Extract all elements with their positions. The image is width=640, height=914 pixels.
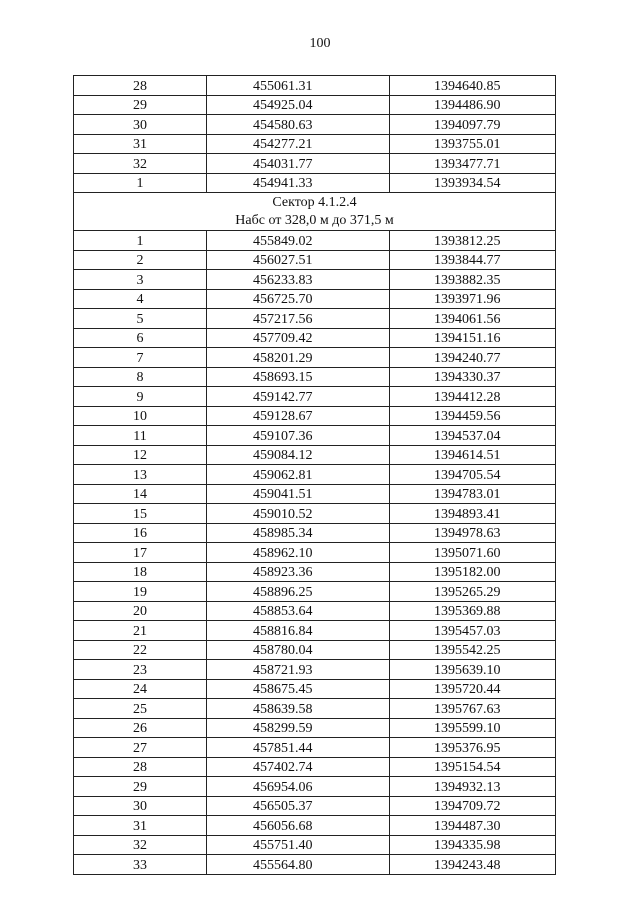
y-coordinate-cell: 454580.63 <box>207 115 390 135</box>
y-coordinate-cell: 458639.58 <box>207 699 390 719</box>
coordinates-table <box>73 75 556 875</box>
x-coordinate-cell: 1394783.01 <box>390 484 556 504</box>
y-coordinate-cell: 458780.04 <box>207 640 390 660</box>
x-coordinate-cell: 1395376.95 <box>390 738 556 758</box>
x-coordinate-cell: 1395369.88 <box>390 601 556 621</box>
y-coordinate-cell: 458962.10 <box>207 543 390 563</box>
table-row <box>74 173 556 193</box>
point-number-cell: 17 <box>74 543 207 563</box>
point-number-cell: 24 <box>74 679 207 699</box>
x-coordinate-cell: 1395720.44 <box>390 679 556 699</box>
table-row <box>74 154 556 174</box>
table-row <box>74 738 556 758</box>
y-coordinate-cell: 454031.77 <box>207 154 390 174</box>
y-coordinate-cell: 458299.59 <box>207 718 390 738</box>
y-coordinate-cell: 458201.29 <box>207 348 390 368</box>
table-row <box>74 231 556 251</box>
x-coordinate-cell: 1395265.29 <box>390 582 556 602</box>
y-coordinate-cell: 459142.77 <box>207 387 390 407</box>
point-number-cell: 31 <box>74 134 207 154</box>
x-coordinate-cell: 1394705.54 <box>390 465 556 485</box>
table-row <box>74 621 556 641</box>
table-row <box>74 504 556 524</box>
y-coordinate-cell: 456056.68 <box>207 816 390 836</box>
table-row <box>74 250 556 270</box>
table-row <box>74 816 556 836</box>
point-number-cell: 1 <box>74 173 207 193</box>
point-number-cell: 20 <box>74 601 207 621</box>
y-coordinate-cell: 456027.51 <box>207 250 390 270</box>
table-row <box>74 582 556 602</box>
x-coordinate-cell: 1394061.56 <box>390 309 556 329</box>
y-coordinate-cell: 459107.36 <box>207 426 390 446</box>
x-coordinate-cell: 1394151.16 <box>390 328 556 348</box>
y-coordinate-cell: 459010.52 <box>207 504 390 524</box>
x-coordinate-cell: 1394486.90 <box>390 95 556 115</box>
table-row <box>74 426 556 446</box>
x-coordinate-cell: 1395599.10 <box>390 718 556 738</box>
point-number-cell: 12 <box>74 445 207 465</box>
y-coordinate-cell: 457217.56 <box>207 309 390 329</box>
y-coordinate-cell: 459062.81 <box>207 465 390 485</box>
x-coordinate-cell: 1394240.77 <box>390 348 556 368</box>
section-title: Сектор 4.1.2.4 <box>272 194 357 210</box>
point-number-cell: 32 <box>74 154 207 174</box>
table-row <box>74 76 556 96</box>
y-coordinate-cell: 454925.04 <box>207 95 390 115</box>
x-coordinate-cell: 1394537.04 <box>390 426 556 446</box>
table-row <box>74 601 556 621</box>
y-coordinate-cell: 459084.12 <box>207 445 390 465</box>
point-number-cell: 26 <box>74 718 207 738</box>
y-coordinate-cell: 458853.64 <box>207 601 390 621</box>
point-number-cell: 13 <box>74 465 207 485</box>
point-number-cell: 30 <box>74 796 207 816</box>
y-coordinate-cell: 458693.15 <box>207 367 390 387</box>
y-coordinate-cell: 454941.33 <box>207 173 390 193</box>
y-coordinate-cell: 457709.42 <box>207 328 390 348</box>
table-row <box>74 348 556 368</box>
x-coordinate-cell: 1394487.30 <box>390 816 556 836</box>
y-coordinate-cell: 455751.40 <box>207 835 390 855</box>
table-row <box>74 796 556 816</box>
table-row <box>74 855 556 875</box>
point-number-cell: 4 <box>74 289 207 309</box>
point-number-cell: 28 <box>74 76 207 96</box>
point-number-cell: 19 <box>74 582 207 602</box>
point-number-cell: 1 <box>74 231 207 251</box>
x-coordinate-cell: 1393812.25 <box>390 231 556 251</box>
table-row <box>74 679 556 699</box>
point-number-cell: 5 <box>74 309 207 329</box>
y-coordinate-cell: 455564.80 <box>207 855 390 875</box>
section-cell <box>74 193 556 231</box>
x-coordinate-cell: 1394330.37 <box>390 367 556 387</box>
point-number-cell: 3 <box>74 270 207 290</box>
x-coordinate-cell: 1393882.35 <box>390 270 556 290</box>
x-coordinate-cell: 1394459.56 <box>390 406 556 426</box>
y-coordinate-cell: 454277.21 <box>207 134 390 154</box>
y-coordinate-cell: 457402.74 <box>207 757 390 777</box>
x-coordinate-cell: 1395154.54 <box>390 757 556 777</box>
table-row <box>74 718 556 738</box>
x-coordinate-cell: 1395457.03 <box>390 621 556 641</box>
y-coordinate-cell: 456725.70 <box>207 289 390 309</box>
x-coordinate-cell: 1393477.71 <box>390 154 556 174</box>
table-row <box>74 543 556 563</box>
y-coordinate-cell: 455849.02 <box>207 231 390 251</box>
x-coordinate-cell: 1394614.51 <box>390 445 556 465</box>
section-header <box>74 193 556 231</box>
table-row <box>74 465 556 485</box>
point-number-cell: 25 <box>74 699 207 719</box>
section-row <box>74 193 556 231</box>
point-number-cell: 8 <box>74 367 207 387</box>
table-row <box>74 328 556 348</box>
table-row <box>74 562 556 582</box>
point-number-cell: 21 <box>74 621 207 641</box>
point-number-cell: 9 <box>74 387 207 407</box>
x-coordinate-cell: 1394335.98 <box>390 835 556 855</box>
point-number-cell: 29 <box>74 95 207 115</box>
table-row <box>74 387 556 407</box>
y-coordinate-cell: 459128.67 <box>207 406 390 426</box>
point-number-cell: 23 <box>74 660 207 680</box>
y-coordinate-cell: 459041.51 <box>207 484 390 504</box>
table-row <box>74 484 556 504</box>
page-number: 100 <box>309 36 331 51</box>
x-coordinate-cell: 1395767.63 <box>390 699 556 719</box>
section-subtitle: Набс от 328,0 м до 371,5 м <box>235 212 394 228</box>
point-number-cell: 11 <box>74 426 207 446</box>
table-row <box>74 640 556 660</box>
x-coordinate-cell: 1394932.13 <box>390 777 556 797</box>
point-number-cell: 22 <box>74 640 207 660</box>
x-coordinate-cell: 1394709.72 <box>390 796 556 816</box>
x-coordinate-cell: 1394097.79 <box>390 115 556 135</box>
point-number-cell: 31 <box>74 816 207 836</box>
x-coordinate-cell: 1393971.96 <box>390 289 556 309</box>
y-coordinate-cell: 458816.84 <box>207 621 390 641</box>
x-coordinate-cell: 1394640.85 <box>390 76 556 96</box>
x-coordinate-cell: 1393755.01 <box>390 134 556 154</box>
y-coordinate-cell: 458721.93 <box>207 660 390 680</box>
point-number-cell: 29 <box>74 777 207 797</box>
point-number-cell: 30 <box>74 115 207 135</box>
table-row <box>74 406 556 426</box>
x-coordinate-cell: 1393934.54 <box>390 173 556 193</box>
x-coordinate-cell: 1394412.28 <box>390 387 556 407</box>
point-number-cell: 15 <box>74 504 207 524</box>
table-row <box>74 777 556 797</box>
table-row <box>74 270 556 290</box>
x-coordinate-cell: 1394243.48 <box>390 855 556 875</box>
x-coordinate-cell: 1394978.63 <box>390 523 556 543</box>
y-coordinate-cell: 458985.34 <box>207 523 390 543</box>
x-coordinate-cell: 1395182.00 <box>390 562 556 582</box>
table-body-before <box>74 76 556 193</box>
point-number-cell: 16 <box>74 523 207 543</box>
table-row <box>74 445 556 465</box>
point-number-cell: 10 <box>74 406 207 426</box>
table-row <box>74 367 556 387</box>
x-coordinate-cell: 1394893.41 <box>390 504 556 524</box>
point-number-cell: 33 <box>74 855 207 875</box>
table-row <box>74 95 556 115</box>
table-body-after <box>74 231 556 875</box>
table-row <box>74 699 556 719</box>
table-row <box>74 660 556 680</box>
point-number-cell: 27 <box>74 738 207 758</box>
table-row <box>74 523 556 543</box>
y-coordinate-cell: 458896.25 <box>207 582 390 602</box>
point-number-cell: 14 <box>74 484 207 504</box>
point-number-cell: 7 <box>74 348 207 368</box>
x-coordinate-cell: 1395071.60 <box>390 543 556 563</box>
y-coordinate-cell: 456505.37 <box>207 796 390 816</box>
y-coordinate-cell: 455061.31 <box>207 76 390 96</box>
y-coordinate-cell: 458923.36 <box>207 562 390 582</box>
table-row <box>74 835 556 855</box>
x-coordinate-cell: 1395542.25 <box>390 640 556 660</box>
point-number-cell: 2 <box>74 250 207 270</box>
table-row <box>74 115 556 135</box>
point-number-cell: 6 <box>74 328 207 348</box>
point-number-cell: 28 <box>74 757 207 777</box>
point-number-cell: 18 <box>74 562 207 582</box>
y-coordinate-cell: 457851.44 <box>207 738 390 758</box>
x-coordinate-cell: 1393844.77 <box>390 250 556 270</box>
table-row <box>74 757 556 777</box>
table-row <box>74 309 556 329</box>
y-coordinate-cell: 458675.45 <box>207 679 390 699</box>
table-row <box>74 289 556 309</box>
x-coordinate-cell: 1395639.10 <box>390 660 556 680</box>
point-number-cell: 32 <box>74 835 207 855</box>
y-coordinate-cell: 456954.06 <box>207 777 390 797</box>
y-coordinate-cell: 456233.83 <box>207 270 390 290</box>
table-row <box>74 134 556 154</box>
